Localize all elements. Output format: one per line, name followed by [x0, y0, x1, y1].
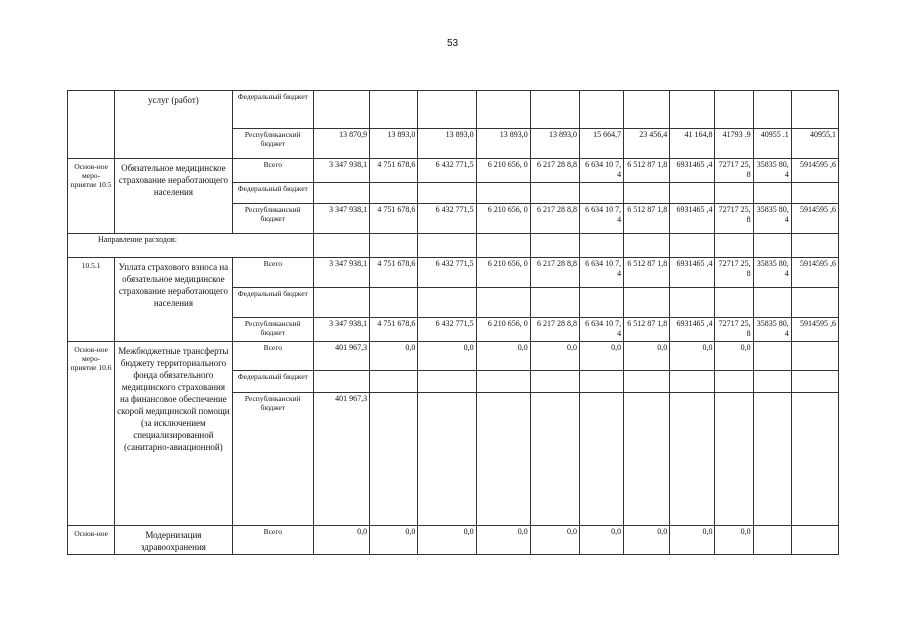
value-cell: 4 751 678,6: [370, 258, 418, 288]
value-cell: [530, 91, 579, 129]
value-cell: 72717 25,8: [715, 204, 753, 234]
value-cell: 6 432 771,5: [418, 159, 476, 183]
empty-cell: [418, 234, 476, 258]
value-cell: [715, 371, 753, 393]
value-cell: 6 512 87 1,8: [624, 318, 670, 342]
value-cell: 6931465 ,4: [670, 258, 715, 288]
value-cell: [579, 371, 623, 393]
value-cell: 13 893,0: [530, 129, 579, 159]
value-cell: 0,0: [476, 526, 530, 555]
value-cell: [313, 371, 369, 393]
value-cell: 401 967,3: [313, 393, 369, 526]
funding-source: Федеральный бюджет: [232, 183, 313, 204]
section-heading: Направление расходов:: [68, 234, 314, 258]
row-title: Межбюджетные трансферты бюджету территориального фонда обязательного медицинского страхования на финансовое обеспечение скорой медицинской помощи (за исключением специализированной (санитарно-авиационной): [115, 342, 232, 526]
value-cell: [670, 91, 715, 129]
value-cell: 6 512 87 1,8: [624, 159, 670, 183]
table-row: [68, 234, 839, 258]
value-cell: [753, 342, 791, 371]
value-cell: 0,0: [313, 526, 369, 555]
empty-cell: [791, 234, 838, 258]
funding-source: Республиканский бюджет: [232, 318, 313, 342]
value-cell: 23 456,4: [624, 129, 670, 159]
value-cell: 35835 80,4: [753, 159, 791, 183]
value-cell: [670, 393, 715, 526]
value-cell: 0,0: [370, 342, 418, 371]
value-cell: [418, 371, 476, 393]
value-cell: 40955 .1: [753, 129, 791, 159]
value-cell: 6 217 28 8,8: [530, 258, 579, 288]
table-row: [68, 342, 839, 371]
value-cell: [715, 393, 753, 526]
table-row: [68, 159, 839, 183]
value-cell: 15 664,7: [579, 129, 623, 159]
value-cell: 35835 80,4: [753, 318, 791, 342]
value-cell: [476, 393, 530, 526]
funding-source: Федеральный бюджет: [232, 371, 313, 393]
value-cell: [753, 288, 791, 318]
value-cell: 6 210 656, 0: [476, 204, 530, 234]
value-cell: 4 751 678,6: [370, 159, 418, 183]
value-cell: 13 893,0: [418, 129, 476, 159]
value-cell: 5914595 ,6: [791, 159, 838, 183]
table-row: [68, 91, 839, 129]
value-cell: [476, 91, 530, 129]
value-cell: [370, 371, 418, 393]
value-cell: [624, 91, 670, 129]
value-cell: [715, 183, 753, 204]
row-code: 10.5.1: [68, 258, 115, 342]
value-cell: 6 634 10 7,4: [579, 204, 623, 234]
value-cell: 35835 80,4: [753, 258, 791, 288]
value-cell: 0,0: [670, 526, 715, 555]
value-cell: [313, 288, 369, 318]
value-cell: 0,0: [715, 342, 753, 371]
value-cell: 0,0: [530, 526, 579, 555]
value-cell: 0,0: [418, 526, 476, 555]
funding-source: Всего: [232, 342, 313, 371]
value-cell: 0,0: [370, 526, 418, 555]
value-cell: 40955,1: [791, 129, 838, 159]
funding-source: Всего: [232, 526, 313, 555]
value-cell: 13 893,0: [370, 129, 418, 159]
funding-source: Федеральный бюджет: [232, 91, 313, 129]
row-code: Основ-ное меро-приятие 10.5: [68, 159, 115, 234]
value-cell: 6 217 28 8,8: [530, 204, 579, 234]
value-cell: [791, 288, 838, 318]
value-cell: 6 217 28 8,8: [530, 159, 579, 183]
row-title: услуг (работ): [115, 91, 232, 159]
value-cell: 3 347 938,1: [313, 318, 369, 342]
value-cell: [791, 342, 838, 371]
value-cell: [791, 393, 838, 526]
value-cell: 6 634 10 7,4: [579, 318, 623, 342]
value-cell: [579, 91, 623, 129]
value-cell: 6 634 10 7,4: [579, 159, 623, 183]
value-cell: 6 432 771,5: [418, 318, 476, 342]
value-cell: 0,0: [579, 526, 623, 555]
value-cell: [791, 183, 838, 204]
row-code: Основ-ное меро-приятие 10.6: [68, 342, 115, 526]
value-cell: 0,0: [624, 342, 670, 371]
value-cell: [418, 183, 476, 204]
value-cell: [370, 393, 418, 526]
value-cell: 13 870,9: [313, 129, 369, 159]
value-cell: [791, 526, 838, 555]
value-cell: 6931465 ,4: [670, 159, 715, 183]
value-cell: [313, 91, 369, 129]
row-code: Основ-ное: [68, 526, 115, 555]
value-cell: 6 432 771,5: [418, 204, 476, 234]
value-cell: [753, 91, 791, 129]
value-cell: [670, 288, 715, 318]
value-cell: [418, 91, 476, 129]
value-cell: [370, 183, 418, 204]
value-cell: [476, 371, 530, 393]
value-cell: [370, 288, 418, 318]
value-cell: 3 347 938,1: [313, 204, 369, 234]
value-cell: 5914595 ,6: [791, 318, 838, 342]
page-number: 53: [446, 38, 459, 49]
value-cell: [715, 91, 753, 129]
value-cell: [418, 393, 476, 526]
row-title: Обязательное медицинское страхование неработающего населения: [115, 159, 232, 234]
table-row: [68, 258, 839, 288]
value-cell: 0,0: [418, 342, 476, 371]
value-cell: [579, 288, 623, 318]
funding-source: Всего: [232, 159, 313, 183]
value-cell: 6 634 10 7,4: [579, 258, 623, 288]
value-cell: 5914595 ,6: [791, 258, 838, 288]
value-cell: 6 217 28 8,8: [530, 318, 579, 342]
value-cell: [579, 393, 623, 526]
value-cell: 0,0: [670, 342, 715, 371]
funding-source: Республиканский бюджет: [232, 393, 313, 526]
budget-table: [67, 90, 839, 555]
empty-cell: [313, 234, 369, 258]
value-cell: [530, 393, 579, 526]
value-cell: 6 210 656, 0: [476, 318, 530, 342]
value-cell: [476, 183, 530, 204]
value-cell: 72717 25,8: [715, 258, 753, 288]
value-cell: 6931465 ,4: [670, 318, 715, 342]
value-cell: 41 164,8: [670, 129, 715, 159]
value-cell: [530, 183, 579, 204]
empty-cell: [753, 234, 791, 258]
value-cell: [670, 183, 715, 204]
value-cell: 3 347 938,1: [313, 159, 369, 183]
value-cell: 72717 25,8: [715, 159, 753, 183]
empty-cell: [579, 234, 623, 258]
value-cell: [624, 288, 670, 318]
value-cell: [476, 288, 530, 318]
table-row: [68, 526, 839, 555]
value-cell: 41793 .9: [715, 129, 753, 159]
value-cell: 0,0: [530, 342, 579, 371]
value-cell: [791, 371, 838, 393]
value-cell: 35835 80,4: [753, 204, 791, 234]
empty-cell: [624, 234, 670, 258]
value-cell: [579, 183, 623, 204]
row-code: [68, 91, 115, 159]
value-cell: 6 512 87 1,8: [624, 258, 670, 288]
row-title: Модернизация здравоохранения: [115, 526, 232, 555]
value-cell: [753, 371, 791, 393]
value-cell: 0,0: [579, 342, 623, 371]
value-cell: [624, 183, 670, 204]
value-cell: 3 347 938,1: [313, 258, 369, 288]
value-cell: [418, 288, 476, 318]
value-cell: 5914595 ,6: [791, 204, 838, 234]
value-cell: 401 967,3: [313, 342, 369, 371]
funding-source: Всего: [232, 258, 313, 288]
value-cell: 6 210 656, 0: [476, 159, 530, 183]
empty-cell: [370, 234, 418, 258]
value-cell: [715, 288, 753, 318]
value-cell: [791, 91, 838, 129]
value-cell: 6 512 87 1,8: [624, 204, 670, 234]
value-cell: [670, 371, 715, 393]
funding-source: Республиканский бюджет: [232, 129, 313, 159]
empty-cell: [530, 234, 579, 258]
value-cell: [624, 371, 670, 393]
value-cell: 0,0: [476, 342, 530, 371]
value-cell: [530, 288, 579, 318]
value-cell: [370, 91, 418, 129]
empty-cell: [670, 234, 715, 258]
empty-cell: [715, 234, 753, 258]
empty-cell: [476, 234, 530, 258]
value-cell: 6 432 771,5: [418, 258, 476, 288]
value-cell: 0,0: [624, 526, 670, 555]
value-cell: 13 893,0: [476, 129, 530, 159]
funding-source: Федеральный бюджет: [232, 288, 313, 318]
value-cell: [753, 526, 791, 555]
value-cell: [313, 183, 369, 204]
value-cell: 4 751 678,6: [370, 204, 418, 234]
value-cell: 0,0: [715, 526, 753, 555]
value-cell: [530, 371, 579, 393]
value-cell: 72717 25,8: [715, 318, 753, 342]
value-cell: [624, 393, 670, 526]
value-cell: [753, 183, 791, 204]
value-cell: 4 751 678,6: [370, 318, 418, 342]
value-cell: 6931465 ,4: [670, 204, 715, 234]
value-cell: [753, 393, 791, 526]
value-cell: 6 210 656, 0: [476, 258, 530, 288]
row-title: Уплата страхового взноса на обязательное медицинское страхование неработающего населения: [115, 258, 232, 342]
funding-source: Республиканский бюджет: [232, 204, 313, 234]
